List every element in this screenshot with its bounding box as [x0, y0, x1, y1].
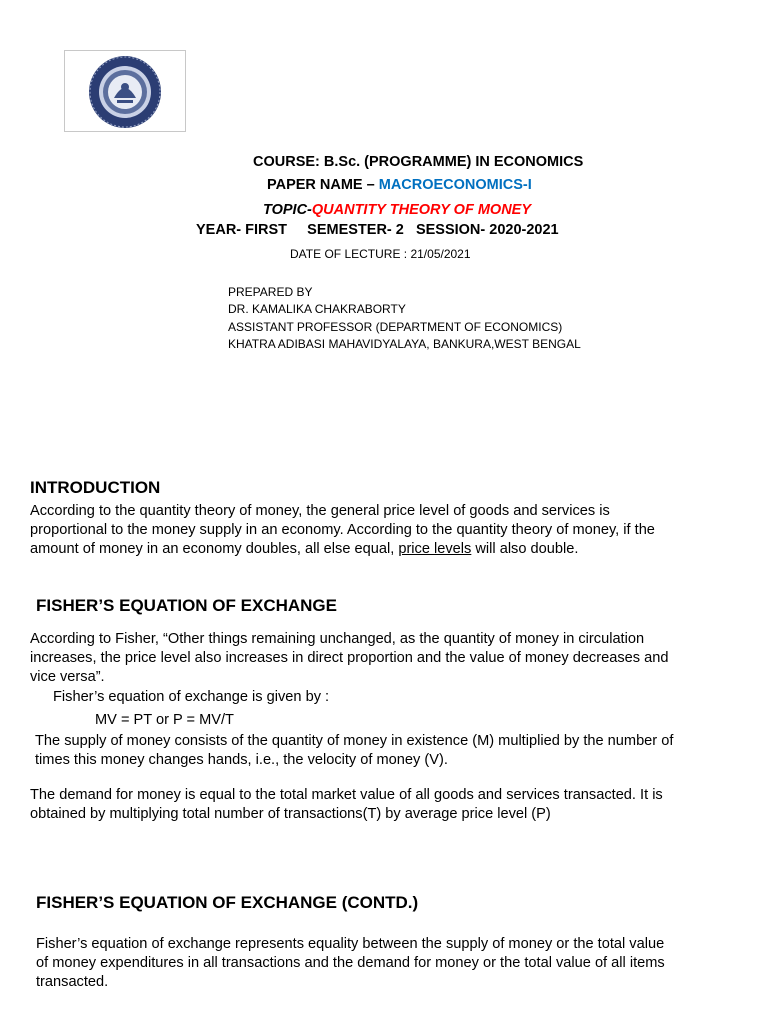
topic-line: [263, 202, 531, 218]
topic-label: TOPIC-: [263, 202, 312, 218]
text-span: will also double.: [471, 541, 579, 558]
equation-intro: Fisher’s equation of exchange is given by :: [53, 689, 330, 705]
seal-icon: [87, 54, 163, 130]
paragraph-line: proportional to the money supply in an economy. According to the quantity theory of money, if the: [30, 522, 655, 539]
prepared-by-line: KHATRA ADIBASI MAHAVIDYALAYA, BANKURA,WEST BENGAL: [228, 336, 581, 351]
fisher-contd-paragraph: [36, 935, 665, 993]
intro-heading: INTRODUCTION: [30, 478, 161, 497]
paragraph-line: [30, 540, 655, 559]
money-demand-paragraph: [30, 786, 663, 824]
fisher-contd-heading: FISHER’S EQUATION OF EXCHANGE (CONTD.): [36, 893, 419, 912]
intro-paragraph: [30, 502, 655, 560]
paragraph-line: Fisher’s equation of exchange represents equality between the supply of money or the total value: [36, 936, 665, 952]
prepared-by-line: ASSISTANT PROFESSOR (DEPARTMENT OF ECONOMICS): [228, 319, 563, 334]
lecture-date: DATE OF LECTURE : 21/05/2021: [290, 247, 471, 261]
paragraph-line: vice versa”.: [30, 669, 105, 686]
college-logo: [64, 50, 186, 132]
paragraph-line: times this money changes hands, i.e., the velocity of money (V).: [35, 752, 448, 769]
equation: MV = PT or P = MV/T: [95, 712, 234, 728]
paragraph-line: The demand for money is equal to the total market value of all goods and services transacted. It is: [30, 787, 663, 803]
paragraph-line: obtained by multiplying total number of transactions(T) by average price level (P): [30, 806, 551, 823]
course-title: COURSE: B.Sc. (PROGRAMME) IN ECONOMICS: [253, 154, 584, 170]
paper-name-label: PAPER NAME –: [267, 177, 379, 193]
paragraph-line: transacted.: [36, 974, 109, 991]
paragraph-line: The supply of money consists of the quantity of money in existence (M) multiplied by the number of: [35, 733, 674, 749]
paragraph-line: According to Fisher, “Other things remaining unchanged, as the quantity of money in circulation: [30, 631, 645, 647]
prepared-by-block: [228, 284, 581, 353]
topic-value: QUANTITY THEORY OF MONEY: [311, 202, 532, 218]
fisher-quote: [30, 630, 668, 688]
paragraph-line: of money expenditures in all transactions and the demand for money or the total value of all items: [36, 955, 665, 972]
price-levels-link[interactable]: price levels: [398, 541, 472, 558]
fisher-heading: FISHER’S EQUATION OF EXCHANGE: [36, 596, 337, 615]
paragraph-line: According to the quantity theory of money, the general price level of goods and services is: [30, 503, 610, 519]
money-supply-paragraph: [35, 732, 673, 770]
text-span: amount of money in an economy doubles, all else equal,: [30, 541, 399, 558]
paper-name: [267, 177, 532, 193]
year-semester-session: YEAR- FIRST SEMESTER- 2 SESSION- 2020-2021: [196, 222, 559, 238]
paragraph-line: increases, the price level also increases in direct proportion and the value of money decreases and: [30, 650, 669, 667]
prepared-by-line: PREPARED BY: [228, 285, 313, 299]
paper-name-value: MACROECONOMICS-I: [378, 177, 532, 193]
prepared-by-line: DR. KAMALIKA CHAKRABORTY: [228, 302, 406, 317]
